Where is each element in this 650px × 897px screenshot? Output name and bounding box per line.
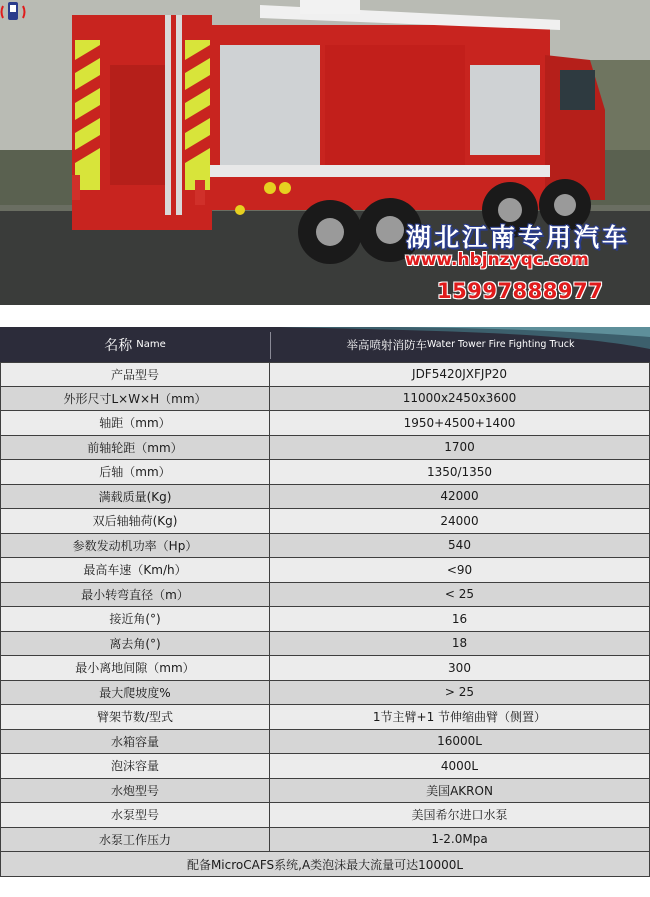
website-watermark: www.hbjnzyqc.com <box>405 250 589 270</box>
spec-name: 泡沫容量 <box>0 754 270 778</box>
spec-value: 1950+4500+1400 <box>270 411 650 435</box>
spec-footer-note: 配备MicroCAFS系统,A类泡沫最大流量可达10000L <box>0 852 650 877</box>
table-row <box>0 583 650 608</box>
table-row <box>0 754 650 779</box>
spec-table-header <box>0 327 650 362</box>
table-row <box>0 607 650 632</box>
spec-value: 1-2.0Mpa <box>270 828 650 852</box>
spec-name: 产品型号 <box>0 363 270 386</box>
phone-watermark: 15997888977 <box>437 279 604 303</box>
table-row <box>0 803 650 828</box>
spec-value: 美国AKRON <box>270 779 650 803</box>
spec-value: 4000L <box>270 754 650 778</box>
spec-value: 42000 <box>270 485 650 509</box>
spec-name: 水泵工作压力 <box>0 828 270 852</box>
table-row <box>0 730 650 755</box>
table-row <box>0 632 650 657</box>
header-name-cn: 名称 <box>104 337 133 354</box>
spec-value: JDF5420JXFJP20 <box>270 363 650 386</box>
spec-name: 前轴轮距（mm） <box>0 436 270 460</box>
table-row <box>0 681 650 706</box>
spec-value: 300 <box>270 656 650 680</box>
table-row <box>0 828 650 853</box>
spec-value: < 25 <box>270 583 650 607</box>
phone-icon <box>0 0 26 24</box>
spec-value: 18 <box>270 632 650 656</box>
spec-value: 16 <box>270 607 650 631</box>
spec-name: 接近角(°) <box>0 607 270 631</box>
table-row <box>0 509 650 534</box>
spec-value: 24000 <box>270 509 650 533</box>
header-product-cn: 举高喷射消防车 <box>346 337 427 352</box>
spec-rows <box>0 362 650 852</box>
spec-name: 后轴（mm） <box>0 460 270 484</box>
spec-table <box>0 327 650 877</box>
table-row <box>0 460 650 485</box>
spec-value: 1350/1350 <box>270 460 650 484</box>
table-row <box>0 779 650 804</box>
spec-name: 参数发动机功率（Hp） <box>0 534 270 558</box>
spec-value: 1节主臂+1 节伸缩曲臂（侧置） <box>270 705 650 729</box>
spec-value: 16000L <box>270 730 650 754</box>
spec-value: > 25 <box>270 681 650 705</box>
spec-name: 最大爬坡度% <box>0 681 270 705</box>
table-row <box>0 485 650 510</box>
table-row <box>0 387 650 412</box>
table-row <box>0 411 650 436</box>
table-row <box>0 436 650 461</box>
spec-name: 水炮型号 <box>0 779 270 803</box>
spec-name: 水箱容量 <box>0 730 270 754</box>
spec-value: 美国希尔进口水泵 <box>270 803 650 827</box>
spec-value: 1700 <box>270 436 650 460</box>
spec-name: 最高车速（Km/h） <box>0 558 270 582</box>
header-name-en: Name <box>136 339 166 350</box>
table-row <box>0 558 650 583</box>
header-product-cell <box>271 327 650 362</box>
table-row <box>0 705 650 730</box>
header-name-cell <box>0 327 270 362</box>
spec-name: 满载质量(Kg) <box>0 485 270 509</box>
company-watermark: 湖北江南专用汽车 <box>406 223 631 252</box>
spec-value: 11000x2450x3600 <box>270 387 650 411</box>
spec-value: <90 <box>270 558 650 582</box>
table-row <box>0 656 650 681</box>
table-row <box>0 534 650 559</box>
spec-name: 离去角(°) <box>0 632 270 656</box>
spec-name: 最小离地间隙（mm） <box>0 656 270 680</box>
spec-name: 双后轴轴荷(Kg) <box>0 509 270 533</box>
spec-name: 臂架节数/型式 <box>0 705 270 729</box>
spec-name: 外形尺寸L×W×H（mm） <box>0 387 270 411</box>
vehicle-photo <box>0 0 650 305</box>
spec-name: 水泵型号 <box>0 803 270 827</box>
table-row <box>0 362 650 387</box>
spec-name: 轴距（mm） <box>0 411 270 435</box>
spec-name: 最小转弯直径（m） <box>0 583 270 607</box>
spec-value: 540 <box>270 534 650 558</box>
header-product-en: Water Tower Fire Fighting Truck <box>426 339 575 350</box>
